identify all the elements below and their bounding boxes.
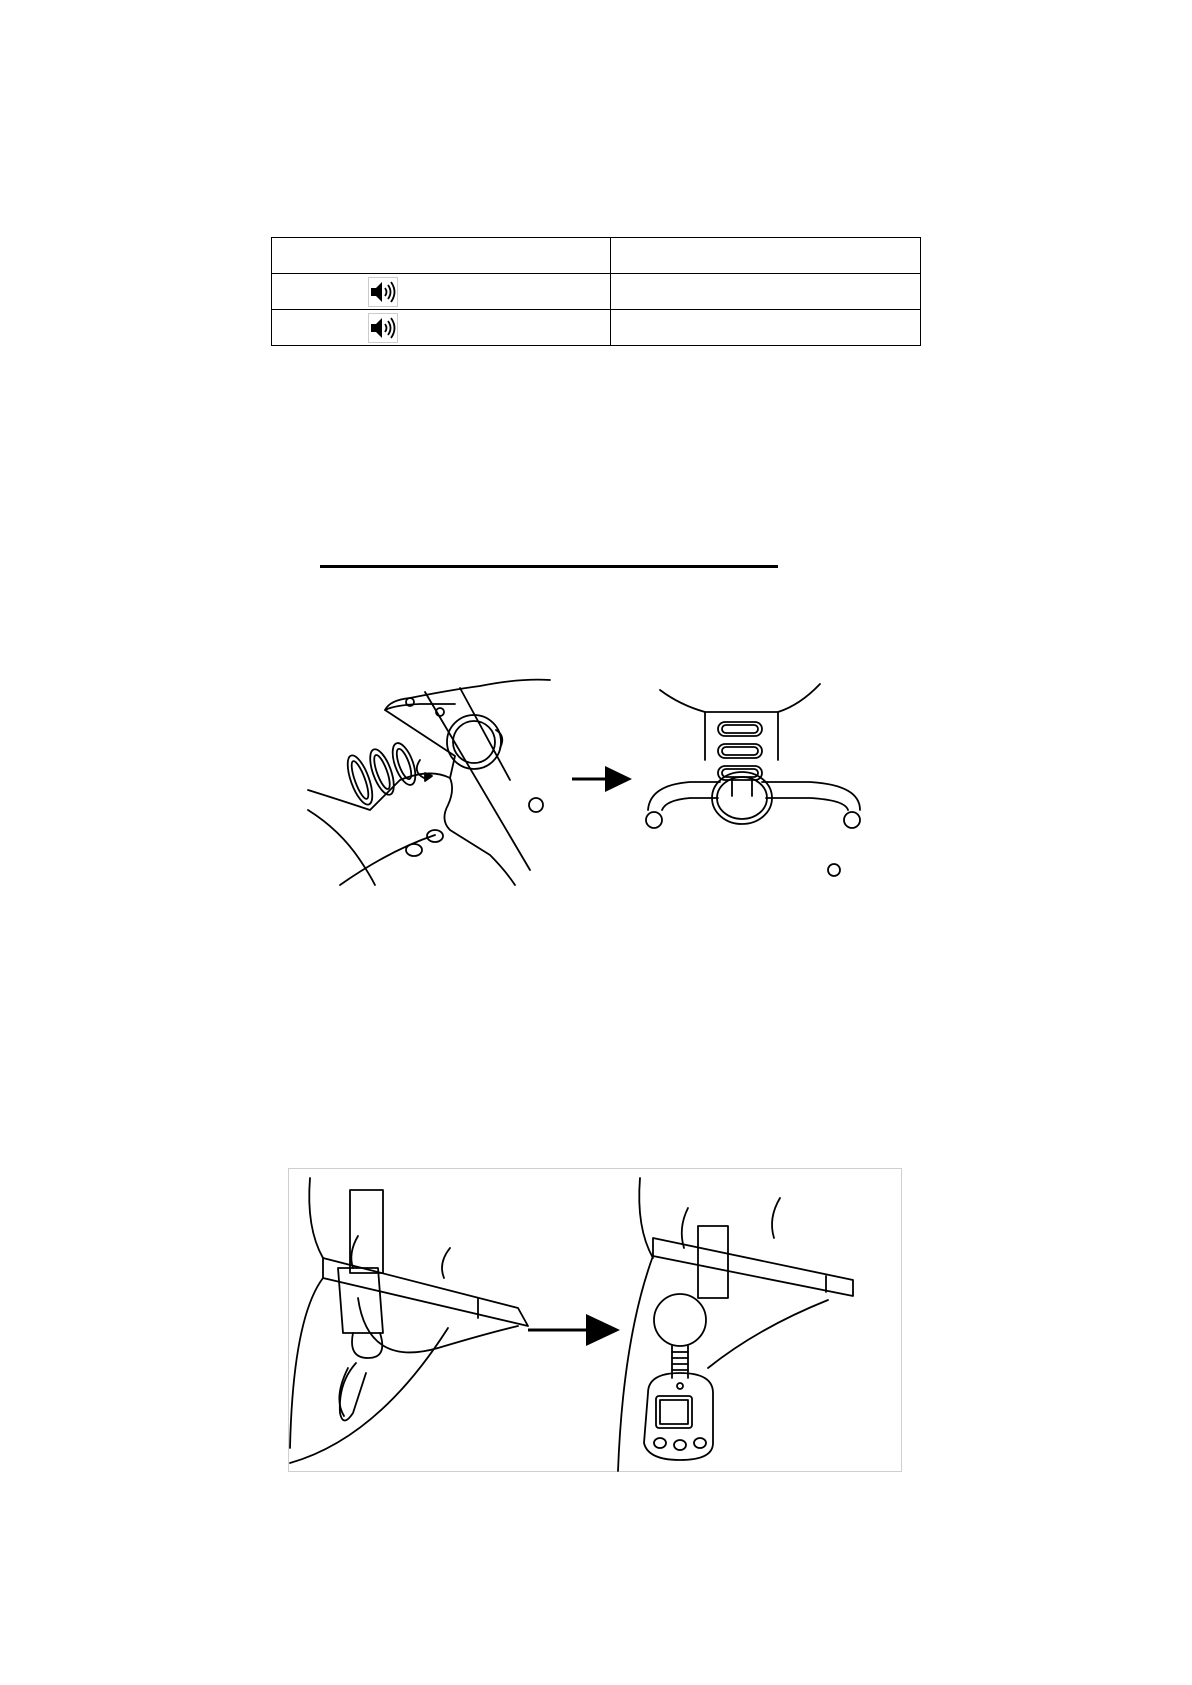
- header-cell: [611, 238, 921, 274]
- table-header-row: [272, 238, 921, 274]
- table-cell: [272, 310, 611, 346]
- section-rule: [320, 565, 778, 568]
- table-row: [272, 274, 921, 310]
- table-cell: [611, 310, 921, 346]
- header-cell: [272, 238, 611, 274]
- speaker-icon: [368, 313, 398, 343]
- table-cell: [611, 274, 921, 310]
- belt-clip-figure: [300, 660, 900, 890]
- right-arrow-icon: [528, 1314, 620, 1346]
- table-row: [272, 310, 921, 346]
- speaker-icon: [368, 277, 398, 307]
- right-arrow-icon: [572, 766, 632, 792]
- stroller-attach-figure: [288, 1168, 902, 1472]
- table-cell: [272, 274, 611, 310]
- spec-table: [271, 237, 921, 346]
